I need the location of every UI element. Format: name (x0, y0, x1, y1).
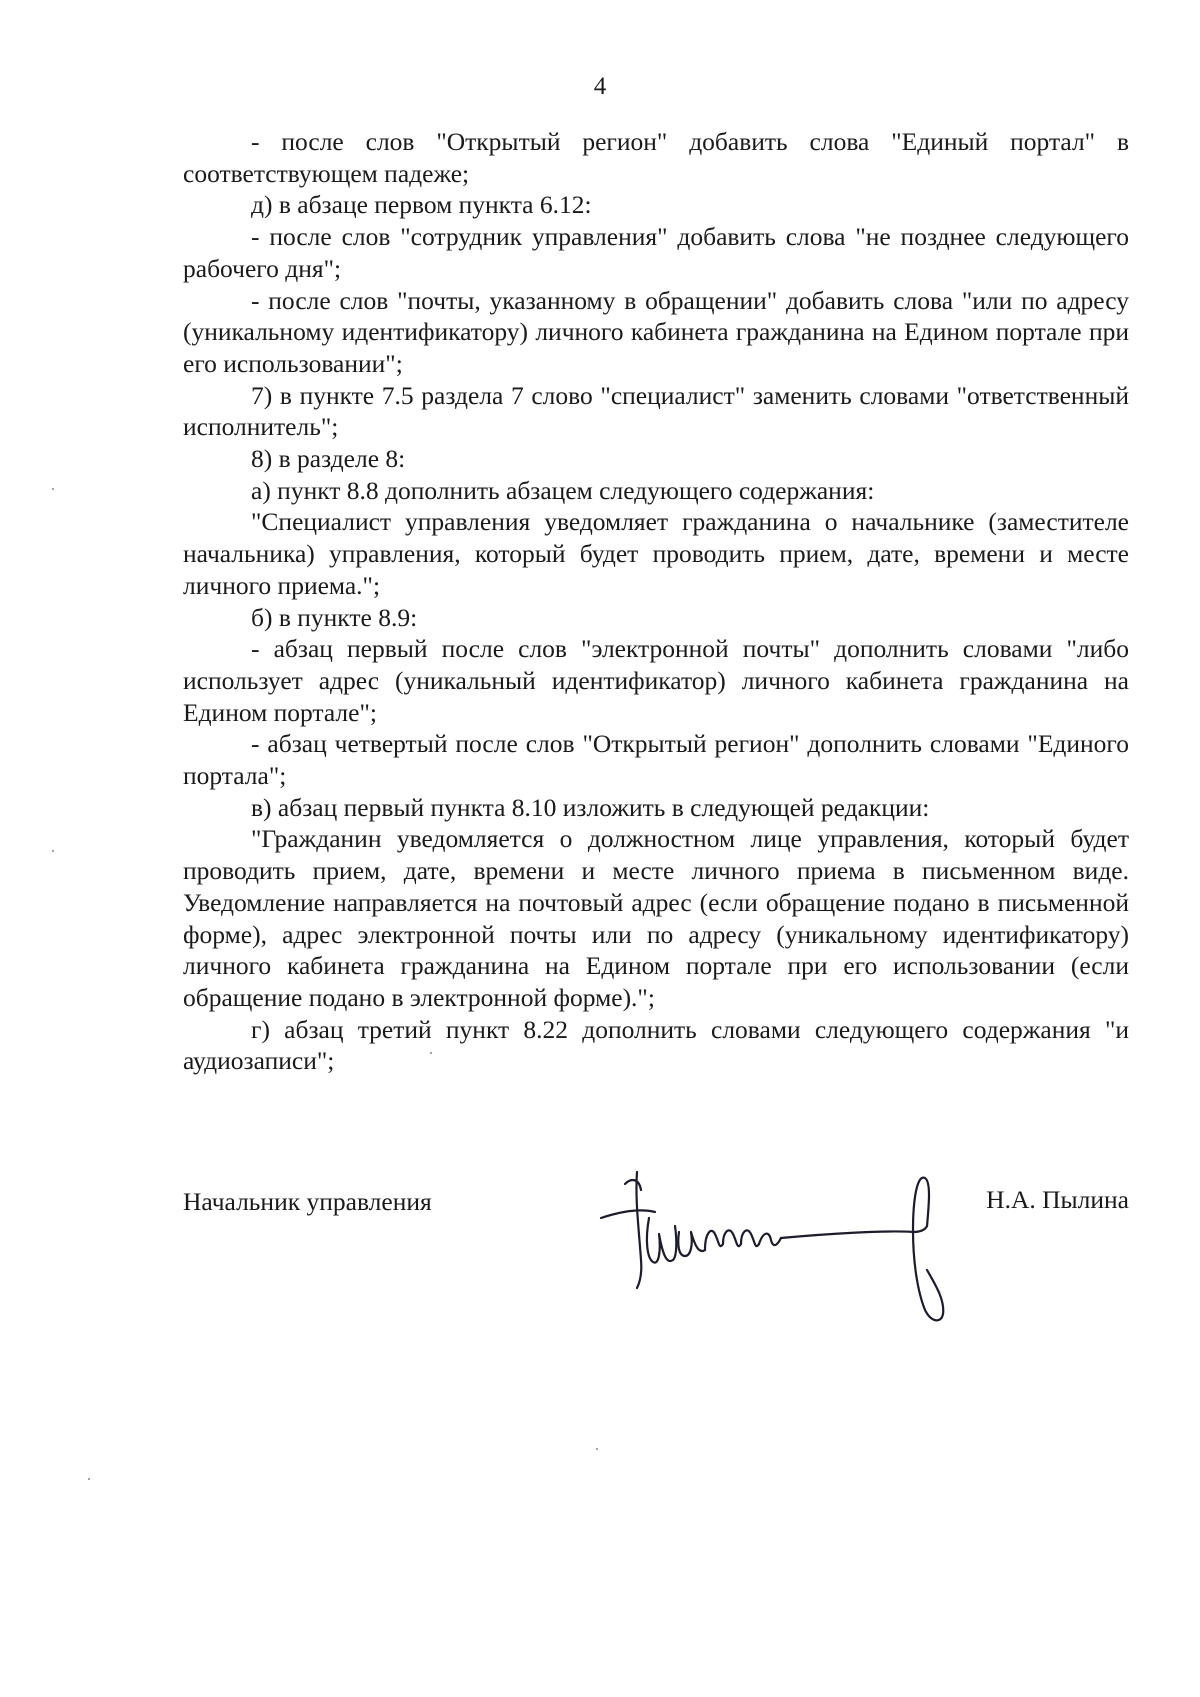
signatory-position: Начальник управления (183, 1187, 432, 1216)
document-body (183, 126, 1129, 1077)
paragraph: 7) в пункте 7.5 раздела 7 слово "специалист" заменить словами "ответственный исполнитель"; (183, 380, 1129, 442)
paragraph: - абзац четвертый после слов "Открытый регион" дополнить словами "Единого портала"; (183, 729, 1129, 791)
paragraph: - абзац первый после слов "электронной почты" дополнить словами "либо использует адрес (уникальный идентификатор) личного кабинета гражданина на Едином портале"; (183, 634, 1129, 727)
paragraph: - после слов "сотрудник управления" добавить слова "не позднее следующего рабочего дня"; (183, 222, 1129, 283)
handwritten-signature-icon (595, 1160, 955, 1328)
signature-block (183, 1170, 1129, 1350)
signatory-name: Н.А. Пылина (986, 1185, 1129, 1214)
paragraph: а) пункт 8.8 дополнить абзацем следующего содержания: (251, 475, 875, 505)
scan-speck (52, 850, 54, 852)
paragraph: - после слов "почты, указанному в обращении" добавить слова "или по адресу (уникальному идентификатору) личного кабинета гражданина на Едином портале при его использовании"; (183, 285, 1129, 378)
paragraph: - после слов "Открытый регион" добавить слова "Единый портал" в соответствующем падеже; (183, 127, 1129, 188)
scan-speck (52, 488, 54, 490)
paragraph: б) в пункте 8.9: (251, 602, 418, 632)
paragraph: д) в абзаце первом пункта 6.12: (251, 190, 592, 220)
scan-speck (430, 1052, 432, 1054)
page-number: 4 (593, 73, 607, 100)
paragraph: 8) в разделе 8: (251, 444, 406, 474)
scan-speck (596, 1448, 598, 1450)
paragraph: "Гражданин уведомляется о должностном лице управления, который будет проводить прием, дате, времени и месте личного приема в письменном виде. Уведомление направляется на почтовый адрес (если обращение подано в письменной форме), адрес электронной почты или по адресу (уникальному идентификатору) личного кабинета гражданина на Едином портале при его использовании (если обращение подано в электронной форме)."; (183, 824, 1129, 1012)
paragraph: в) абзац первый пункта 8.10 изложить в следующей редакции: (251, 792, 930, 822)
scan-speck (88, 1478, 90, 1480)
paragraph: г) абзац третий пункт 8.22 дополнить словами следующего содержания "и аудиозаписи"; (183, 1014, 1129, 1076)
paragraph: "Специалист управления уведомляет гражданина о начальнике (заместителе начальника) управления, который будет проводить прием, дате, времени и месте личного приема."; (183, 507, 1129, 600)
